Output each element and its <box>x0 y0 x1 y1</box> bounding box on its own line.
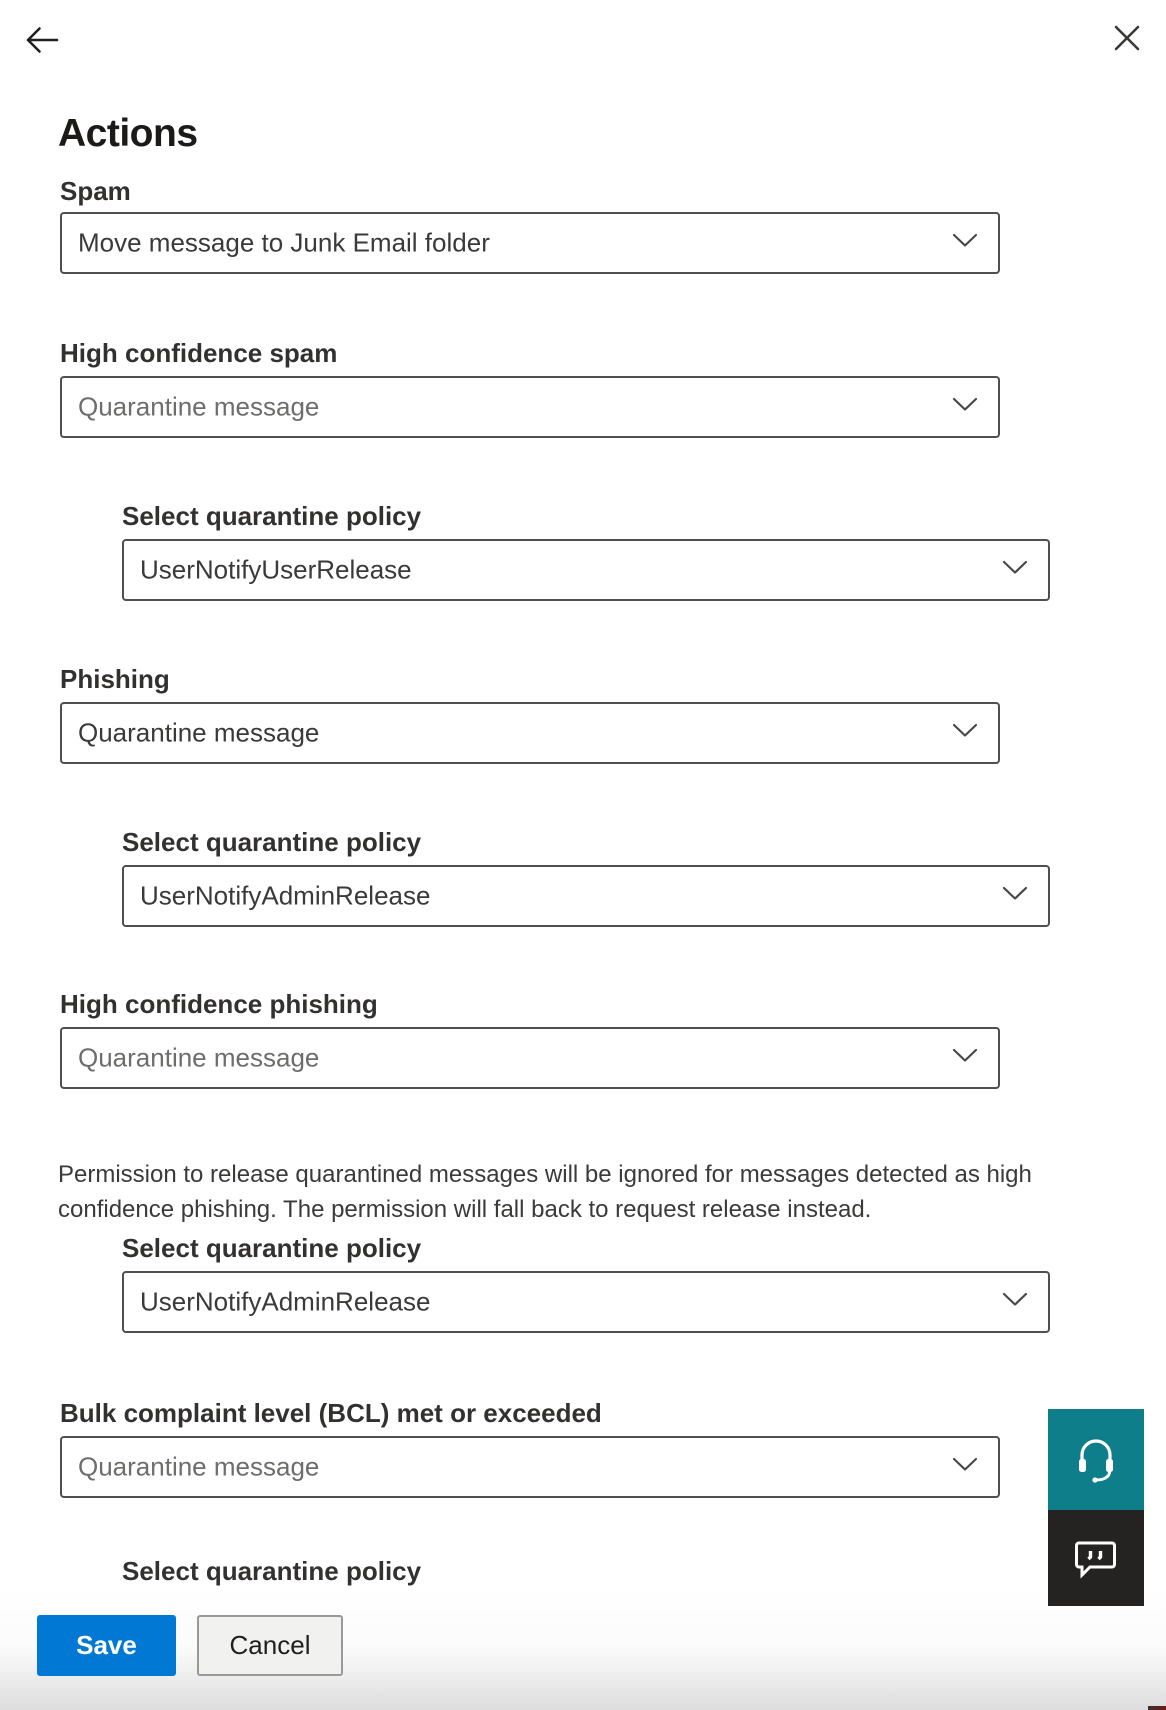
close-icon <box>1105 48 1149 63</box>
phishing-quarantine-policy-dropdown[interactable] <box>122 865 1050 927</box>
arrow-left-icon <box>20 50 64 65</box>
field-label-select-quarantine-policy: Select quarantine policy <box>122 1233 422 1263</box>
dropdown-value: Move message to Junk Email folder <box>78 227 490 258</box>
chat-bubble-icon <box>1048 1594 1144 1609</box>
chevron-down-icon <box>952 1048 978 1069</box>
chevron-down-icon <box>952 723 978 744</box>
dropdown-value: UserNotifyUserRelease <box>140 554 412 585</box>
dropdown-value: Quarantine message <box>78 1042 320 1073</box>
chevron-down-icon <box>1002 886 1028 907</box>
back-button[interactable] <box>20 18 64 62</box>
hcp-quarantine-policy-dropdown[interactable] <box>122 1271 1050 1333</box>
phishing-action-dropdown[interactable] <box>60 702 1000 764</box>
dropdown-value: UserNotifyAdminRelease <box>140 880 431 911</box>
feedback-button[interactable] <box>1048 1510 1144 1606</box>
chevron-down-icon <box>1002 1292 1028 1313</box>
spam-action-dropdown[interactable] <box>60 212 1000 274</box>
cancel-button[interactable]: Cancel <box>197 1615 343 1676</box>
field-label-high-confidence-spam: High confidence spam <box>60 338 338 368</box>
close-button[interactable] <box>1105 16 1149 60</box>
spam-quarantine-policy-dropdown[interactable] <box>122 539 1050 601</box>
dropdown-value: Quarantine message <box>78 391 320 422</box>
field-label-select-quarantine-policy: Select quarantine policy <box>122 1556 422 1586</box>
footer-bar <box>0 1587 1166 1710</box>
save-button[interactable]: Save <box>37 1615 176 1676</box>
field-label-high-confidence-phishing: High confidence phishing <box>60 989 378 1019</box>
field-label-select-quarantine-policy: Select quarantine policy <box>122 501 422 531</box>
dropdown-value: Quarantine message <box>78 717 320 748</box>
help-support-button[interactable] <box>1048 1409 1144 1510</box>
chevron-down-icon <box>952 233 978 254</box>
hcp-permission-note: Permission to release quarantined messages will be ignored for messages detected as high confidence phishing. The permission will fall back to request release instead. <box>58 1161 1032 1223</box>
high-confidence-spam-action-dropdown[interactable] <box>60 376 1000 438</box>
bcl-action-dropdown[interactable] <box>60 1436 1000 1498</box>
page-title: Actions <box>58 112 198 156</box>
corner-artifact <box>1148 1706 1166 1710</box>
dropdown-value: Quarantine message <box>78 1451 320 1482</box>
chevron-down-icon <box>1002 560 1028 581</box>
field-label-select-quarantine-policy: Select quarantine policy <box>122 827 422 857</box>
high-confidence-phishing-action-dropdown[interactable] <box>60 1027 1000 1089</box>
chevron-down-icon <box>952 397 978 418</box>
chevron-down-icon <box>952 1457 978 1478</box>
field-label-spam: Spam <box>60 176 131 206</box>
dropdown-value: UserNotifyAdminRelease <box>140 1286 431 1317</box>
field-label-bulk-complaint-level: Bulk complaint level (BCL) met or exceeded <box>60 1398 602 1428</box>
field-label-phishing: Phishing <box>60 664 170 694</box>
